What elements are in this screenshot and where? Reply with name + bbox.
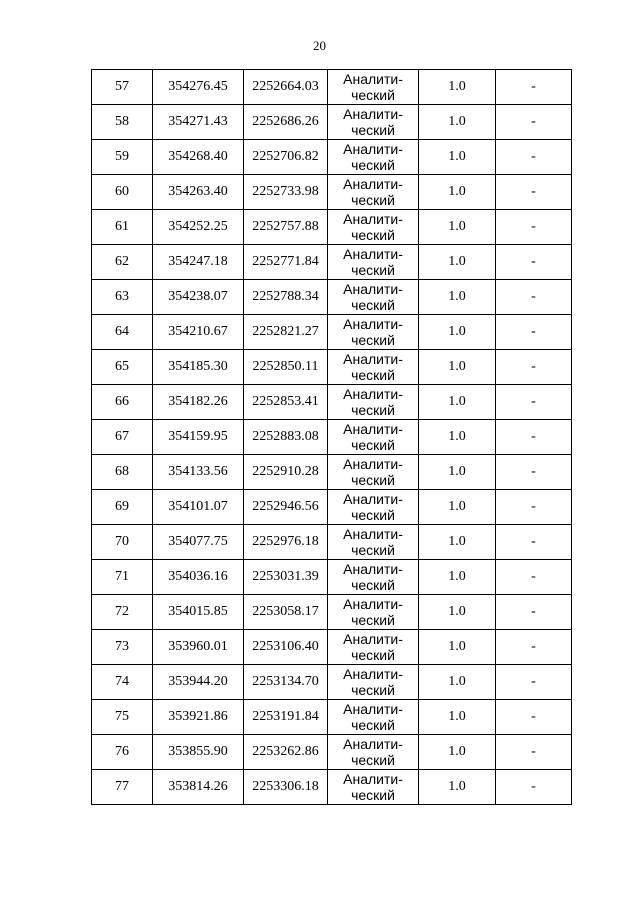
- method-line-2: ческий: [351, 227, 395, 243]
- table-row: [92, 245, 572, 280]
- method-cell: [328, 350, 419, 385]
- point-number-cell: 61: [92, 210, 153, 245]
- table-row: [92, 175, 572, 210]
- y-coordinate-cell: 2252686.26: [244, 105, 328, 140]
- point-number-cell: 66: [92, 385, 153, 420]
- table-row: [92, 455, 572, 490]
- method-line-2: ческий: [351, 717, 395, 733]
- point-number-cell: 57: [92, 70, 153, 105]
- method-line-1: Аналити-: [343, 176, 403, 192]
- note-cell: -: [496, 490, 572, 525]
- table-row: [92, 560, 572, 595]
- point-number-cell: 65: [92, 350, 153, 385]
- method-line-2: ческий: [351, 542, 395, 558]
- point-number-cell: 63: [92, 280, 153, 315]
- method-line-2: ческий: [351, 787, 395, 803]
- x-coordinate-cell: 354159.95: [153, 420, 244, 455]
- method-cell: [328, 175, 419, 210]
- accuracy-cell: 1.0: [419, 315, 496, 350]
- accuracy-cell: 1.0: [419, 210, 496, 245]
- y-coordinate-cell: 2252771.84: [244, 245, 328, 280]
- method-cell: [328, 245, 419, 280]
- table-row: [92, 700, 572, 735]
- accuracy-cell: 1.0: [419, 595, 496, 630]
- accuracy-cell: 1.0: [419, 490, 496, 525]
- x-coordinate-cell: 354276.45: [153, 70, 244, 105]
- method-line-1: Аналити-: [343, 526, 403, 542]
- method-line-1: Аналити-: [343, 456, 403, 472]
- accuracy-cell: 1.0: [419, 105, 496, 140]
- note-cell: -: [496, 140, 572, 175]
- accuracy-cell: 1.0: [419, 175, 496, 210]
- table-body: [92, 70, 572, 805]
- method-cell: [328, 735, 419, 770]
- note-cell: -: [496, 420, 572, 455]
- x-coordinate-cell: 354182.26: [153, 385, 244, 420]
- note-cell: -: [496, 560, 572, 595]
- method-cell: [328, 525, 419, 560]
- y-coordinate-cell: 2252853.41: [244, 385, 328, 420]
- table-row: [92, 420, 572, 455]
- note-cell: -: [496, 770, 572, 805]
- x-coordinate-cell: 354036.16: [153, 560, 244, 595]
- point-number-cell: 69: [92, 490, 153, 525]
- x-coordinate-cell: 354185.30: [153, 350, 244, 385]
- method-line-2: ческий: [351, 367, 395, 383]
- point-number-cell: 72: [92, 595, 153, 630]
- y-coordinate-cell: 2252976.18: [244, 525, 328, 560]
- method-line-1: Аналити-: [343, 246, 403, 262]
- note-cell: -: [496, 245, 572, 280]
- x-coordinate-cell: 354210.67: [153, 315, 244, 350]
- table-row: [92, 525, 572, 560]
- method-line-2: ческий: [351, 577, 395, 593]
- accuracy-cell: 1.0: [419, 700, 496, 735]
- point-number-cell: 71: [92, 560, 153, 595]
- method-line-2: ческий: [351, 682, 395, 698]
- method-line-1: Аналити-: [343, 71, 403, 87]
- method-line-1: Аналити-: [343, 666, 403, 682]
- method-line-2: ческий: [351, 647, 395, 663]
- x-coordinate-cell: 354238.07: [153, 280, 244, 315]
- method-cell: [328, 385, 419, 420]
- note-cell: -: [496, 210, 572, 245]
- table-row: [92, 350, 572, 385]
- point-number-cell: 76: [92, 735, 153, 770]
- x-coordinate-cell: 354077.75: [153, 525, 244, 560]
- method-line-2: ческий: [351, 752, 395, 768]
- method-line-1: Аналити-: [343, 351, 403, 367]
- point-number-cell: 67: [92, 420, 153, 455]
- x-coordinate-cell: 354268.40: [153, 140, 244, 175]
- method-line-1: Аналити-: [343, 596, 403, 612]
- method-cell: [328, 665, 419, 700]
- accuracy-cell: 1.0: [419, 140, 496, 175]
- method-cell: [328, 455, 419, 490]
- note-cell: -: [496, 525, 572, 560]
- point-number-cell: 60: [92, 175, 153, 210]
- y-coordinate-cell: 2252883.08: [244, 420, 328, 455]
- table-row: [92, 70, 572, 105]
- y-coordinate-cell: 2253106.40: [244, 630, 328, 665]
- method-line-2: ческий: [351, 262, 395, 278]
- accuracy-cell: 1.0: [419, 455, 496, 490]
- point-number-cell: 73: [92, 630, 153, 665]
- accuracy-cell: 1.0: [419, 245, 496, 280]
- accuracy-cell: 1.0: [419, 735, 496, 770]
- point-number-cell: 68: [92, 455, 153, 490]
- note-cell: -: [496, 595, 572, 630]
- table-row: [92, 665, 572, 700]
- x-coordinate-cell: 353960.01: [153, 630, 244, 665]
- table-row: [92, 630, 572, 665]
- table-row: [92, 595, 572, 630]
- note-cell: -: [496, 350, 572, 385]
- accuracy-cell: 1.0: [419, 630, 496, 665]
- table-row: [92, 105, 572, 140]
- method-cell: [328, 280, 419, 315]
- method-line-1: Аналити-: [343, 561, 403, 577]
- accuracy-cell: 1.0: [419, 665, 496, 700]
- coordinates-table: [91, 69, 572, 805]
- method-cell: [328, 70, 419, 105]
- y-coordinate-cell: 2252821.27: [244, 315, 328, 350]
- x-coordinate-cell: 354247.18: [153, 245, 244, 280]
- y-coordinate-cell: 2252733.98: [244, 175, 328, 210]
- method-cell: [328, 210, 419, 245]
- x-coordinate-cell: 354101.07: [153, 490, 244, 525]
- table-row: [92, 280, 572, 315]
- y-coordinate-cell: 2252664.03: [244, 70, 328, 105]
- method-line-2: ческий: [351, 192, 395, 208]
- method-line-1: Аналити-: [343, 106, 403, 122]
- y-coordinate-cell: 2253031.39: [244, 560, 328, 595]
- point-number-cell: 59: [92, 140, 153, 175]
- point-number-cell: 75: [92, 700, 153, 735]
- accuracy-cell: 1.0: [419, 525, 496, 560]
- note-cell: -: [496, 735, 572, 770]
- method-cell: [328, 700, 419, 735]
- method-line-2: ческий: [351, 507, 395, 523]
- method-cell: [328, 315, 419, 350]
- y-coordinate-cell: 2252850.11: [244, 350, 328, 385]
- note-cell: -: [496, 385, 572, 420]
- point-number-cell: 58: [92, 105, 153, 140]
- accuracy-cell: 1.0: [419, 420, 496, 455]
- y-coordinate-cell: 2253191.84: [244, 700, 328, 735]
- x-coordinate-cell: 354015.85: [153, 595, 244, 630]
- note-cell: -: [496, 175, 572, 210]
- y-coordinate-cell: 2253262.86: [244, 735, 328, 770]
- note-cell: -: [496, 665, 572, 700]
- table-row: [92, 140, 572, 175]
- note-cell: -: [496, 280, 572, 315]
- y-coordinate-cell: 2252706.82: [244, 140, 328, 175]
- method-line-1: Аналити-: [343, 386, 403, 402]
- accuracy-cell: 1.0: [419, 560, 496, 595]
- note-cell: -: [496, 315, 572, 350]
- table-row: [92, 735, 572, 770]
- table-row: [92, 210, 572, 245]
- method-line-1: Аналити-: [343, 141, 403, 157]
- y-coordinate-cell: 2253058.17: [244, 595, 328, 630]
- method-line-1: Аналити-: [343, 281, 403, 297]
- x-coordinate-cell: 353855.90: [153, 735, 244, 770]
- method-line-2: ческий: [351, 332, 395, 348]
- method-cell: [328, 630, 419, 665]
- x-coordinate-cell: 354263.40: [153, 175, 244, 210]
- method-cell: [328, 595, 419, 630]
- method-line-2: ческий: [351, 402, 395, 418]
- note-cell: -: [496, 700, 572, 735]
- point-number-cell: 77: [92, 770, 153, 805]
- table-row: [92, 490, 572, 525]
- method-line-1: Аналити-: [343, 421, 403, 437]
- x-coordinate-cell: 353921.86: [153, 700, 244, 735]
- method-line-2: ческий: [351, 87, 395, 103]
- page-number: 20: [313, 38, 326, 53]
- method-line-1: Аналити-: [343, 316, 403, 332]
- method-line-1: Аналити-: [343, 771, 403, 787]
- method-line-2: ческий: [351, 297, 395, 313]
- y-coordinate-cell: 2253134.70: [244, 665, 328, 700]
- method-line-2: ческий: [351, 157, 395, 173]
- point-number-cell: 62: [92, 245, 153, 280]
- y-coordinate-cell: 2252757.88: [244, 210, 328, 245]
- y-coordinate-cell: 2252946.56: [244, 490, 328, 525]
- method-cell: [328, 560, 419, 595]
- method-line-2: ческий: [351, 612, 395, 628]
- method-line-1: Аналити-: [343, 701, 403, 717]
- method-line-2: ческий: [351, 437, 395, 453]
- table-row: [92, 770, 572, 805]
- note-cell: -: [496, 70, 572, 105]
- accuracy-cell: 1.0: [419, 350, 496, 385]
- y-coordinate-cell: 2252788.34: [244, 280, 328, 315]
- method-cell: [328, 420, 419, 455]
- note-cell: -: [496, 105, 572, 140]
- accuracy-cell: 1.0: [419, 280, 496, 315]
- method-line-2: ческий: [351, 122, 395, 138]
- point-number-cell: 64: [92, 315, 153, 350]
- table-row: [92, 315, 572, 350]
- method-line-1: Аналити-: [343, 631, 403, 647]
- table-row: [92, 385, 572, 420]
- method-cell: [328, 490, 419, 525]
- x-coordinate-cell: 354252.25: [153, 210, 244, 245]
- method-line-1: Аналити-: [343, 211, 403, 227]
- accuracy-cell: 1.0: [419, 770, 496, 805]
- accuracy-cell: 1.0: [419, 385, 496, 420]
- accuracy-cell: 1.0: [419, 70, 496, 105]
- y-coordinate-cell: 2253306.18: [244, 770, 328, 805]
- method-cell: [328, 105, 419, 140]
- x-coordinate-cell: 353944.20: [153, 665, 244, 700]
- x-coordinate-cell: 354133.56: [153, 455, 244, 490]
- method-line-2: ческий: [351, 472, 395, 488]
- point-number-cell: 70: [92, 525, 153, 560]
- point-number-cell: 74: [92, 665, 153, 700]
- x-coordinate-cell: 353814.26: [153, 770, 244, 805]
- note-cell: -: [496, 630, 572, 665]
- x-coordinate-cell: 354271.43: [153, 105, 244, 140]
- method-cell: [328, 140, 419, 175]
- note-cell: -: [496, 455, 572, 490]
- method-cell: [328, 770, 419, 805]
- method-line-1: Аналити-: [343, 736, 403, 752]
- y-coordinate-cell: 2252910.28: [244, 455, 328, 490]
- method-line-1: Аналити-: [343, 491, 403, 507]
